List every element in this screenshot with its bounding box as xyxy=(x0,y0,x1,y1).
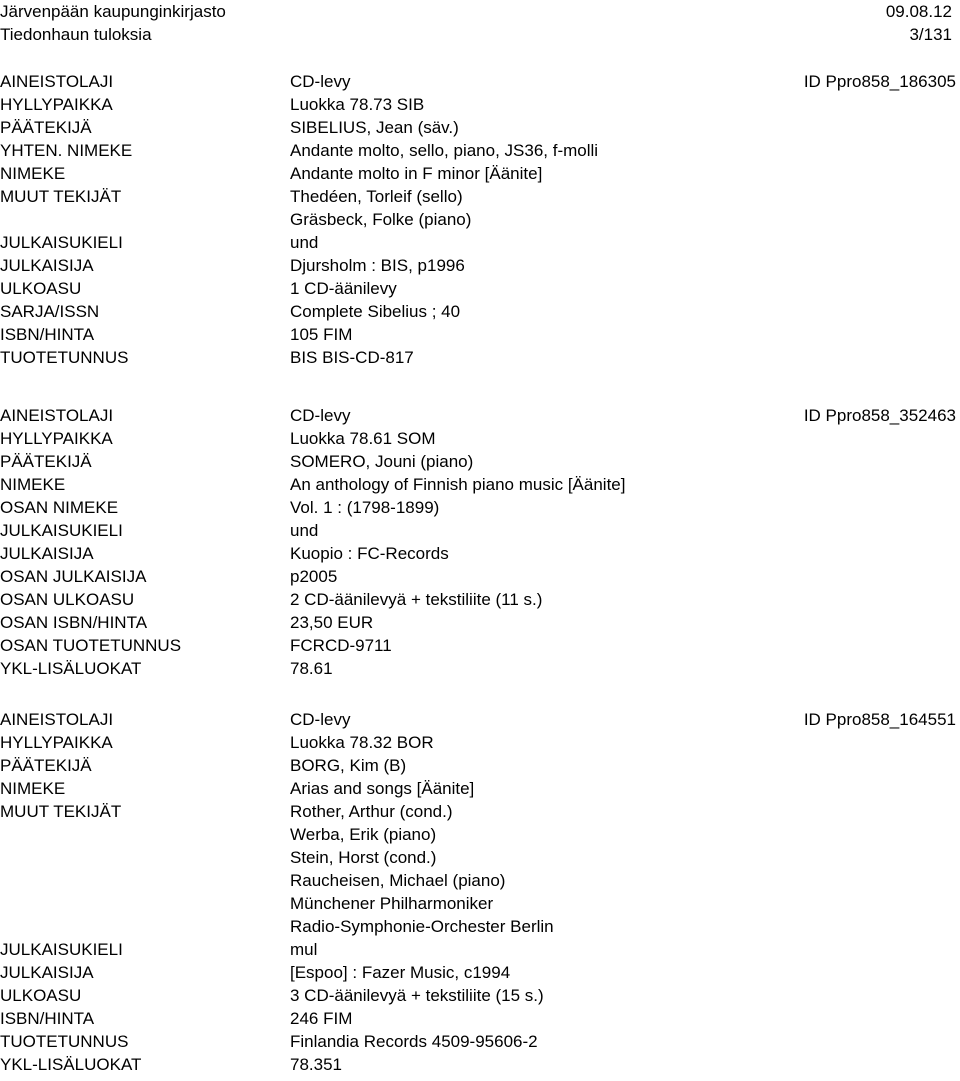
field-value: Luokka 78.32 BOR xyxy=(290,733,434,752)
record-field-row xyxy=(0,323,960,346)
record-field-row xyxy=(0,473,960,496)
field-label: YKL-LISÄLUOKAT xyxy=(0,659,142,678)
field-value: 3 CD-äänilevyä + tekstiliite (15 s.) xyxy=(290,986,544,1005)
report-subheader xyxy=(0,23,960,46)
field-label: OSAN ISBN/HINTA xyxy=(0,613,148,632)
field-value: Luokka 78.73 SIB xyxy=(290,95,425,114)
field-label: AINEISTOLAJI xyxy=(0,406,114,425)
record-field-row xyxy=(0,892,960,915)
report-subtitle: Tiedonhaun tuloksia xyxy=(0,25,152,44)
record-field-row xyxy=(0,208,960,231)
field-value: CD-levy xyxy=(290,710,351,729)
field-value: SOMERO, Jouni (piano) xyxy=(290,452,474,471)
field-value: p2005 xyxy=(290,567,338,586)
field-value: FCRCD-9711 xyxy=(290,636,392,655)
field-value: 23,50 EUR xyxy=(290,613,374,632)
field-value: [Espoo] : Fazer Music, c1994 xyxy=(290,963,511,982)
field-label: TUOTETUNNUS xyxy=(0,348,129,367)
field-label: JULKAISIJA xyxy=(0,963,94,982)
page-number: 3/131 xyxy=(909,25,952,44)
record-field-row xyxy=(0,254,960,277)
field-value: Kuopio : FC-Records xyxy=(290,544,449,563)
field-label: JULKAISIJA xyxy=(0,544,94,563)
field-value: Vol. 1 : (1798-1899) xyxy=(290,498,440,517)
record-id: ID Ppro858_164551 xyxy=(803,710,956,729)
field-value: BORG, Kim (B) xyxy=(290,756,407,775)
field-label: ISBN/HINTA xyxy=(0,325,95,344)
field-value: Andante molto in F minor [Äänite] xyxy=(290,164,543,183)
record-field-row xyxy=(0,450,960,473)
record-field-row xyxy=(0,1053,960,1076)
record-field-row xyxy=(0,634,960,657)
field-value: Raucheisen, Michael (piano) xyxy=(290,871,506,890)
field-label: OSAN TUOTETUNNUS xyxy=(0,636,182,655)
field-label: TUOTETUNNUS xyxy=(0,1032,129,1051)
field-label: JULKAISUKIELI xyxy=(0,521,123,540)
record-field-row xyxy=(0,277,960,300)
field-value: Radio-Symphonie-Orchester Berlin xyxy=(290,917,554,936)
record-field-row xyxy=(0,427,960,450)
record-field-row xyxy=(0,588,960,611)
record-field-row xyxy=(0,846,960,869)
record-field-row xyxy=(0,823,960,846)
record-field-row xyxy=(0,542,960,565)
record-field-row xyxy=(0,93,960,116)
record-field-row xyxy=(0,519,960,542)
field-label: HYLLYPAIKKA xyxy=(0,429,113,448)
field-label: NIMEKE xyxy=(0,475,66,494)
field-value: 2 CD-äänilevyä + tekstiliite (11 s.) xyxy=(290,590,543,609)
record-field-row xyxy=(0,116,960,139)
field-value: 105 FIM xyxy=(290,325,353,344)
record-id: ID Ppro858_352463 xyxy=(803,406,956,425)
field-value: und xyxy=(290,521,319,540)
library-name: Järvenpään kaupunginkirjasto xyxy=(0,2,226,21)
catalog-record xyxy=(0,70,960,369)
field-value: Werba, Erik (piano) xyxy=(290,825,437,844)
field-label: NIMEKE xyxy=(0,164,66,183)
record-field-row xyxy=(0,496,960,519)
report-date: 09.08.12 xyxy=(885,2,952,21)
record-field-row xyxy=(0,731,960,754)
field-value: BIS BIS-CD-817 xyxy=(290,348,414,367)
field-label: PÄÄTEKIJÄ xyxy=(0,756,92,775)
field-label: SARJA/ISSN xyxy=(0,302,100,321)
field-value: mul xyxy=(290,940,318,959)
field-value: 78.61 xyxy=(290,659,333,678)
record-field-row xyxy=(0,984,960,1007)
field-label: HYLLYPAIKKA xyxy=(0,95,113,114)
record-field-row xyxy=(0,300,960,323)
field-value: 78.351 xyxy=(290,1055,342,1074)
field-label: JULKAISIJA xyxy=(0,256,94,275)
field-value: Finlandia Records 4509-95606-2 xyxy=(290,1032,538,1051)
field-label: YHTEN. NIMEKE xyxy=(0,141,133,160)
field-value: Thedéen, Torleif (sello) xyxy=(290,187,463,206)
field-value: und xyxy=(290,233,319,252)
record-field-row xyxy=(0,754,960,777)
field-label: YKL-LISÄLUOKAT xyxy=(0,1055,142,1074)
record-field-row xyxy=(0,139,960,162)
field-label: JULKAISUKIELI xyxy=(0,940,123,959)
record-field-row xyxy=(0,869,960,892)
record-field-row xyxy=(0,1030,960,1053)
record-field-row xyxy=(0,961,960,984)
record-field-row xyxy=(0,162,960,185)
record-field-row xyxy=(0,346,960,369)
field-value: 246 FIM xyxy=(290,1009,353,1028)
report-header xyxy=(0,0,960,23)
field-label: AINEISTOLAJI xyxy=(0,72,114,91)
record-field-row xyxy=(0,657,960,680)
field-label: ULKOASU xyxy=(0,279,82,298)
field-label: JULKAISUKIELI xyxy=(0,233,123,252)
field-value: Complete Sibelius ; 40 xyxy=(290,302,461,321)
field-value: Gräsbeck, Folke (piano) xyxy=(290,210,472,229)
field-label: OSAN NIMEKE xyxy=(0,498,119,517)
record-field-row xyxy=(0,915,960,938)
field-label: ULKOASU xyxy=(0,986,82,1005)
field-value: 1 CD-äänilevy xyxy=(290,279,397,298)
field-label: NIMEKE xyxy=(0,779,66,798)
field-label: PÄÄTEKIJÄ xyxy=(0,452,92,471)
field-label: PÄÄTEKIJÄ xyxy=(0,118,92,137)
field-value: Rother, Arthur (cond.) xyxy=(290,802,453,821)
field-value: Münchener Philharmoniker xyxy=(290,894,494,913)
record-id: ID Ppro858_186305 xyxy=(803,72,956,91)
field-value: Andante molto, sello, piano, JS36, f-molli xyxy=(290,141,599,160)
record-field-row xyxy=(0,185,960,208)
field-value: Stein, Horst (cond.) xyxy=(290,848,437,867)
field-label: HYLLYPAIKKA xyxy=(0,733,113,752)
record-field-row xyxy=(0,800,960,823)
field-label: OSAN ULKOASU xyxy=(0,590,135,609)
field-label: OSAN JULKAISIJA xyxy=(0,567,147,586)
field-label: ISBN/HINTA xyxy=(0,1009,95,1028)
field-value: Djursholm : BIS, p1996 xyxy=(290,256,465,275)
record-field-row xyxy=(0,708,960,731)
field-value: CD-levy xyxy=(290,406,351,425)
field-value: Luokka 78.61 SOM xyxy=(290,429,436,448)
record-field-row xyxy=(0,1007,960,1030)
field-value: Arias and songs [Äänite] xyxy=(290,779,475,798)
record-field-row xyxy=(0,777,960,800)
record-field-row xyxy=(0,565,960,588)
field-value: CD-levy xyxy=(290,72,351,91)
record-field-row xyxy=(0,231,960,254)
catalog-record xyxy=(0,404,960,680)
field-value: SIBELIUS, Jean (säv.) xyxy=(290,118,459,137)
record-field-row xyxy=(0,611,960,634)
record-field-row xyxy=(0,404,960,427)
record-field-row xyxy=(0,938,960,961)
field-label: AINEISTOLAJI xyxy=(0,710,114,729)
field-label: MUUT TEKIJÄT xyxy=(0,802,122,821)
field-label: MUUT TEKIJÄT xyxy=(0,187,122,206)
record-field-row xyxy=(0,70,960,93)
field-value: An anthology of Finnish piano music [Äänite] xyxy=(290,475,626,494)
catalog-record xyxy=(0,708,960,1076)
